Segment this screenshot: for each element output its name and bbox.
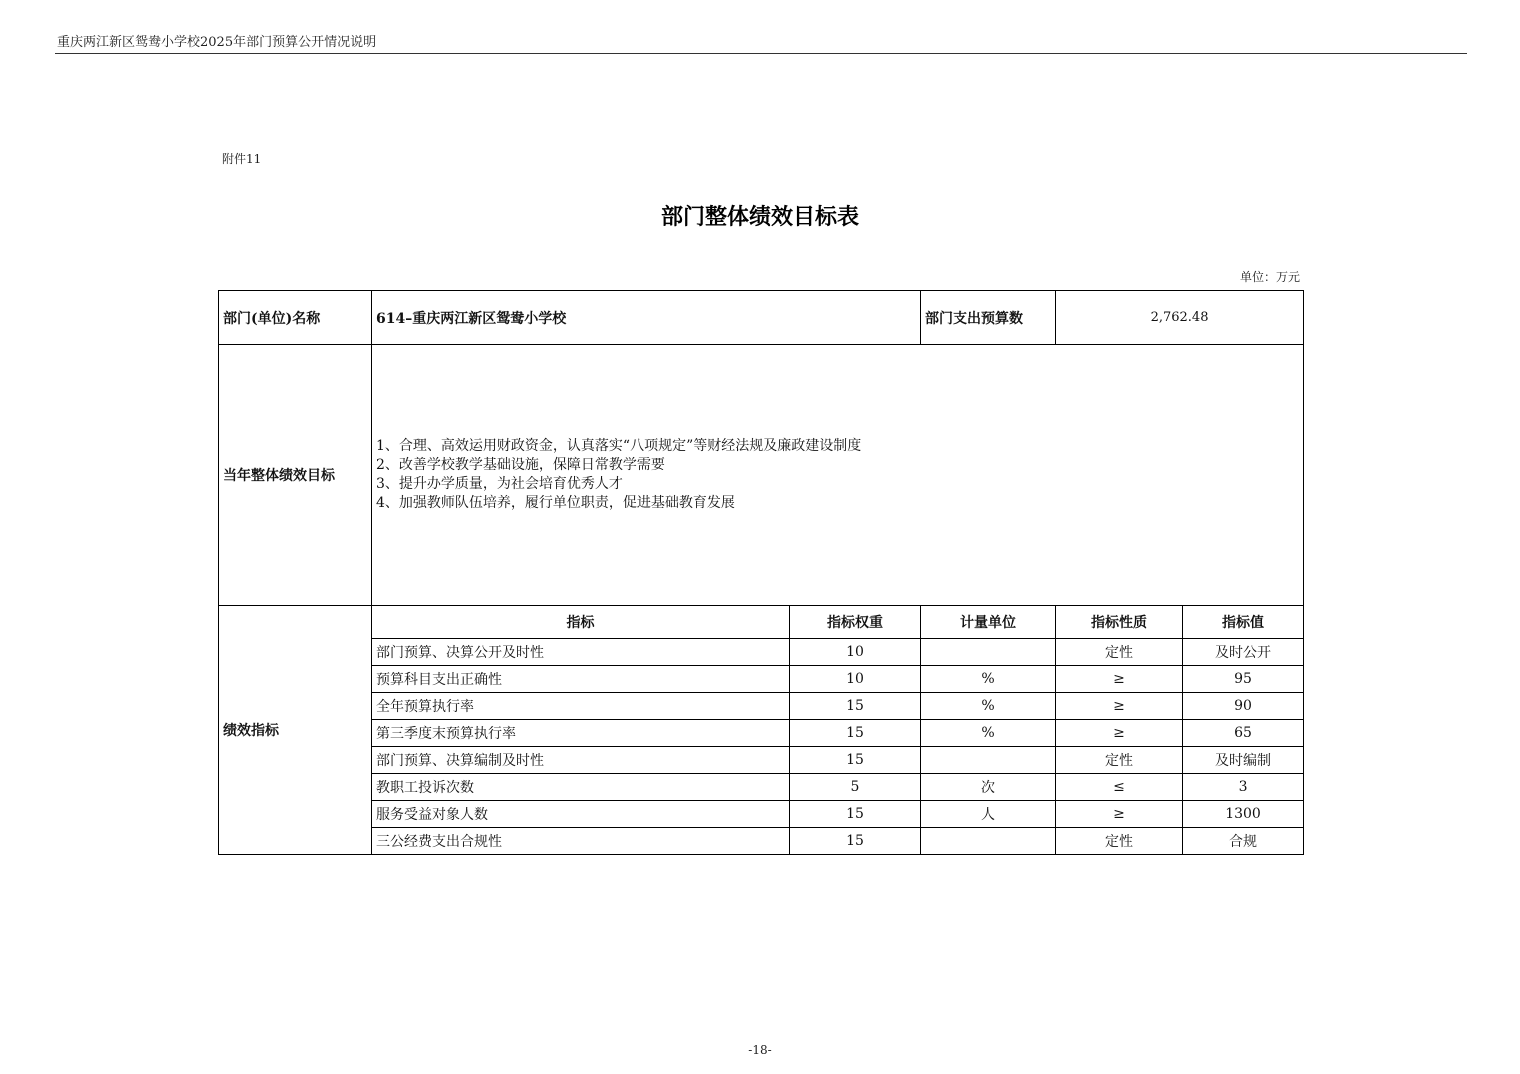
document-title: 部门整体绩效目标表: [660, 204, 859, 230]
indicator-weight-cell: 15: [790, 747, 921, 774]
indicator-weight-cell: 10: [790, 639, 921, 666]
indicator-unit-cell: [921, 639, 1056, 666]
indicator-unit-cell: [921, 747, 1056, 774]
header-value: 指标值: [1183, 606, 1304, 639]
department-row: [219, 291, 1304, 345]
page-header-title: 重庆两江新区鸳鸯小学校2025年部门预算公开情况说明: [57, 35, 377, 50]
department-name-value: 614–重庆两江新区鸳鸯小学校: [372, 291, 921, 345]
table-row: [219, 747, 1304, 774]
goal-item-4: 4、加强教师队伍培养，履行单位职责，促进基础教育发展: [376, 495, 735, 511]
indicator-nature-cell: ≥: [1056, 693, 1183, 720]
indicator-value-cell: 1300: [1183, 801, 1304, 828]
indicator-nature-cell: 定性: [1056, 828, 1183, 855]
indicator-weight-cell: 15: [790, 801, 921, 828]
table-row: [219, 801, 1304, 828]
annual-goals-row: [219, 345, 1304, 606]
indicator-unit-cell: %: [921, 693, 1056, 720]
indicator-value-cell: 合规: [1183, 828, 1304, 855]
indicator-weight-cell: 15: [790, 720, 921, 747]
table-row: [219, 693, 1304, 720]
indicator-name-cell: 部门预算、决算公开及时性: [372, 639, 790, 666]
indicator-value-cell: 及时公开: [1183, 639, 1304, 666]
indicator-unit-cell: [921, 828, 1056, 855]
table-row: [219, 666, 1304, 693]
goal-item-2: 2、改善学校教学基础设施，保障日常教学需要: [376, 457, 665, 473]
indicator-unit-cell: 人: [921, 801, 1056, 828]
indicator-value-cell: 65: [1183, 720, 1304, 747]
indicator-nature-cell: ≥: [1056, 666, 1183, 693]
annual-goals-label: 当年整体绩效目标: [219, 345, 372, 606]
indicator-nature-cell: 定性: [1056, 639, 1183, 666]
indicator-value-cell: 3: [1183, 774, 1304, 801]
indicator-weight-cell: 5: [790, 774, 921, 801]
indicator-unit-cell: %: [921, 720, 1056, 747]
table-row: [219, 720, 1304, 747]
indicator-weight-cell: 10: [790, 666, 921, 693]
indicator-value-cell: 95: [1183, 666, 1304, 693]
performance-target-table: [218, 290, 1304, 855]
indicator-nature-cell: ≥: [1056, 720, 1183, 747]
indicator-nature-cell: ≥: [1056, 801, 1183, 828]
indicator-name-cell: 第三季度末预算执行率: [372, 720, 790, 747]
table-row: [219, 639, 1304, 666]
indicator-value-cell: 及时编制: [1183, 747, 1304, 774]
indicator-name-cell: 预算科目支出正确性: [372, 666, 790, 693]
department-budget-label: 部门支出预算数: [921, 291, 1056, 345]
department-budget-value: 2,762.48: [1056, 291, 1304, 345]
indicator-weight-cell: 15: [790, 693, 921, 720]
indicator-nature-cell: ≤: [1056, 774, 1183, 801]
goal-item-1: 1、合理、高效运用财政资金，认真落实“八项规定”等财经法规及廉政建设制度: [376, 438, 862, 454]
indicator-name-cell: 全年预算执行率: [372, 693, 790, 720]
header-weight: 指标权重: [790, 606, 921, 639]
page-number: -18-: [748, 1043, 772, 1057]
indicator-weight-cell: 15: [790, 828, 921, 855]
header-divider: [55, 53, 1467, 54]
goal-item-3: 3、提升办学质量，为社会培育优秀人才: [376, 476, 623, 492]
annual-goals-content: [372, 345, 1304, 606]
indicator-name-cell: 三公经费支出合规性: [372, 828, 790, 855]
indicator-name-cell: 教职工投诉次数: [372, 774, 790, 801]
table-row: [219, 774, 1304, 801]
header-unit: 计量单位: [921, 606, 1056, 639]
indicator-unit-cell: %: [921, 666, 1056, 693]
header-nature: 指标性质: [1056, 606, 1183, 639]
unit-label: 单位：万元: [1239, 270, 1300, 284]
indicator-name-cell: 服务受益对象人数: [372, 801, 790, 828]
indicator-nature-cell: 定性: [1056, 747, 1183, 774]
indicators-label: 绩效指标: [219, 606, 372, 855]
indicator-unit-cell: 次: [921, 774, 1056, 801]
indicator-name-cell: 部门预算、决算编制及时性: [372, 747, 790, 774]
indicator-value-cell: 90: [1183, 693, 1304, 720]
header-indicator: 指标: [372, 606, 790, 639]
department-name-label: 部门(单位)名称: [219, 291, 372, 345]
table-row: [219, 828, 1304, 855]
attachment-label: 附件11: [222, 152, 262, 166]
indicator-header-row: [219, 606, 1304, 639]
